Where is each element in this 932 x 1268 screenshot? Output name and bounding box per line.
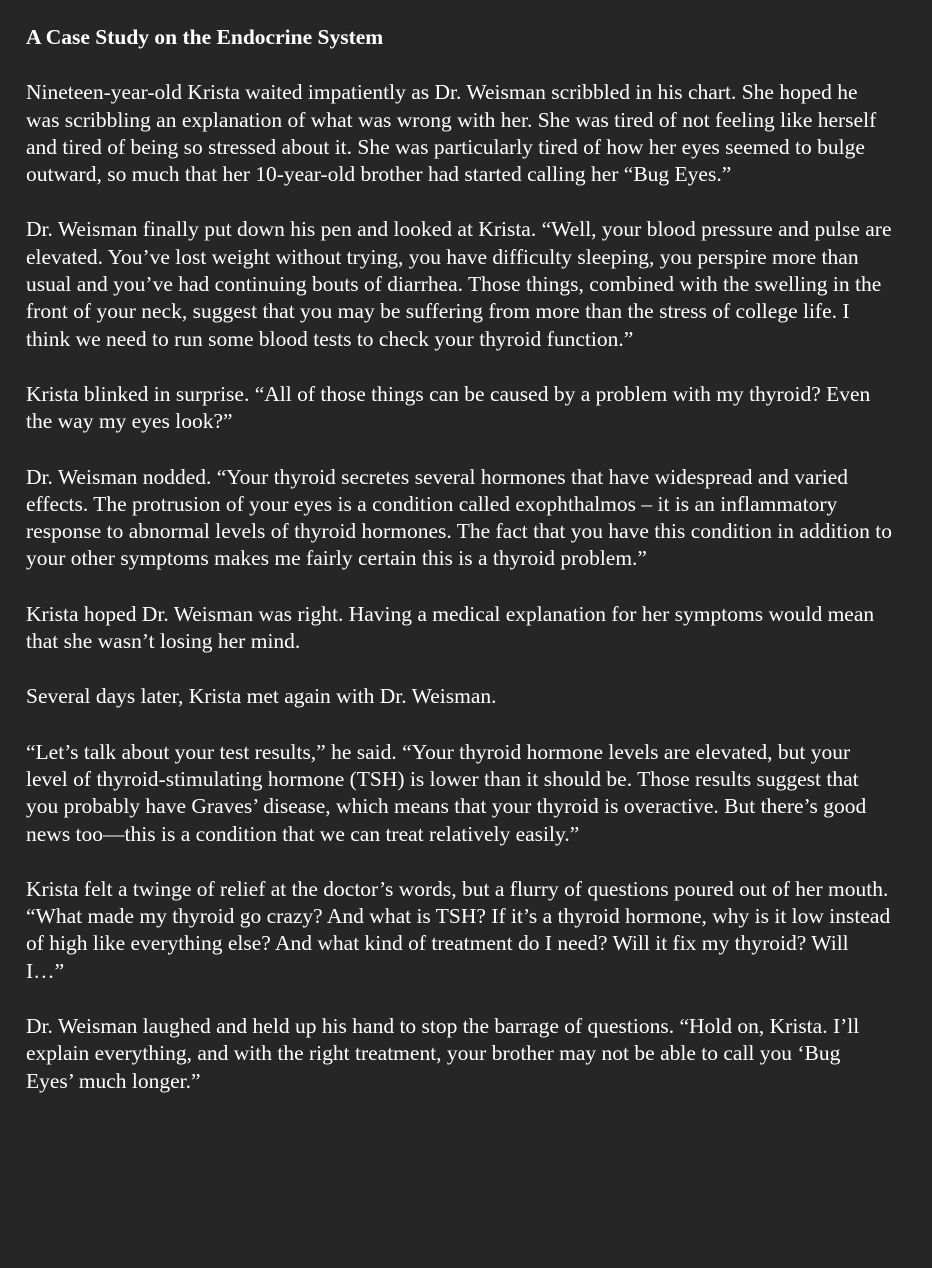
paragraph-5: Krista hoped Dr. Weisman was right. Having a medical explanation for her symptoms would mean that she wasn’t losing her mind. [26,601,875,654]
paragraph-7: “Let’s talk about your test results,” he said. “Your thyroid hormone levels are elevated, but your level of thyroid-stimulating hormone (TSH) is lower than it should be. Those results suggest that you probably have Graves’ disease, which means that your thyroid is overactive. But there’s good news too—this is a condition that we can treat relatively easily.” [26,739,867,846]
document-title: A Case Study on the Endocrine System [26,25,384,49]
paragraph-9: Dr. Weisman laughed and held up his hand to stop the barrage of questions. “Hold on, Krista. I’ll explain everything, and with the right treatment, your brother may not be able to call you ‘Bug Eyes’ much longer.” [26,1014,860,1093]
paragraph-6: Several days later, Krista met again with Dr. Weisman. [26,684,497,709]
paragraph-1: Nineteen-year-old Krista waited impatiently as Dr. Weisman scribbled in his chart. She hoped he was scribbling an explanation of what was wrong with her. She was tired of not feeling like herself and tired of being so stressed about it. She was particularly tired of how her eyes seemed to bulge outward, so much that her 10-year-old brother had started calling her “Bug Eyes.” [26,80,877,187]
paragraph-8: Krista felt a twinge of relief at the doctor’s words, but a flurry of questions poured out of her mouth. “What made my thyroid go crazy? And what is TSH? If it’s a thyroid hormone, why is it low instead of high like everything else? And what kind of treatment do I need? Will it fix my thyroid? Will I…” [26,876,891,983]
paragraph-3: Krista blinked in surprise. “All of those things can be caused by a problem with my thyroid? Even the way my eyes look?” [26,381,871,434]
paragraph-4: Dr. Weisman nodded. “Your thyroid secretes several hormones that have widespread and varied effects. The protrusion of your eyes is a condition called exophthalmos – it is an inflammatory response to abnormal levels of thyroid hormones. The fact that you have this condition in addition to your other symptoms makes me fairly certain this is a thyroid problem.” [26,464,892,571]
paragraph-2: Dr. Weisman finally put down his pen and looked at Krista. “Well, your blood pressure and pulse are elevated. You’ve lost weight without trying, you have difficulty sleeping, you perspire more than usual and you’ve had continuing bouts of diarrhea. Those things, combined with the swelling in the front of your neck, suggest that you may be suffering from more than the stress of college life. I think we need to run some blood tests to check your thyroid function.” [26,217,892,351]
